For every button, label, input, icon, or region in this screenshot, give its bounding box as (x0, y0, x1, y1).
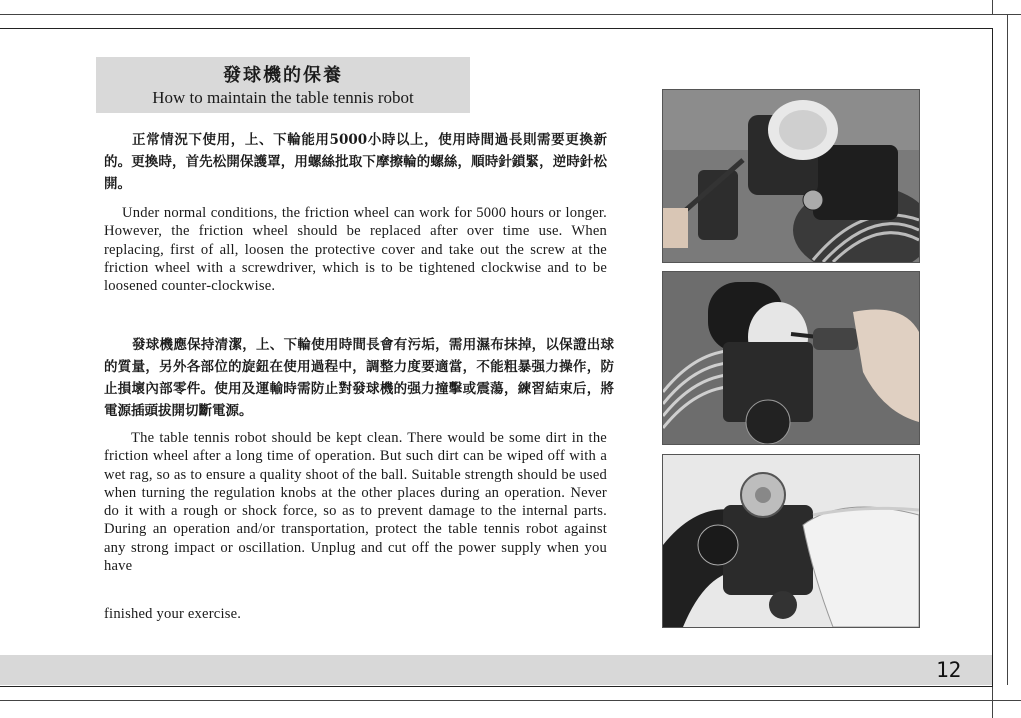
paragraph-en-2: The table tennis robot should be kept clean. There would be some dirt in the friction wheel after a long time of operation. But such dirt can be wiped off with a wet rag, so as to ensure a quality shoot of the ball. Suitable strength should be used when turning the regulation knobs at the other places during an operation. Never do it with a rough or shock force, so as to prevent damage to the internal parts. During an operation and/or transportation, protect the table tennis robot against any strong impact or oscillation. Unplug and cut off the power supply when you have (104, 430, 607, 575)
title-chinese: 發球機的保養 (223, 65, 343, 86)
friction-wheel-illustration (663, 272, 919, 444)
footer-band (0, 655, 992, 685)
paragraph-en-2-last-line: finished your exercise. (104, 606, 242, 622)
photo-remove-screw (662, 271, 920, 445)
photo-clean-wheel (662, 454, 920, 628)
title-english: How to maintain the table tennis robot (152, 88, 414, 107)
crop-mark-top-right (992, 0, 993, 14)
crop-mark-bottom-right (992, 685, 993, 718)
paragraph-cn-1: 正常情況下使用，上、下輪能用5000小時以上，使用時間過長則需要更換新的。更換時，首先松開保護罩，用螺絲批取下摩擦輪的螺絲，順時針鎖緊，逆時針松開。 (104, 132, 607, 192)
crop-mark-bottom (0, 700, 1021, 701)
cleaning-illustration (663, 455, 919, 627)
robot-cover-illustration (663, 90, 919, 262)
crop-mark-top (0, 14, 992, 15)
paragraph-cn-2: 發球機應保持清潔，上、下輪使用時間長會有污垢，需用濕布抹掉，以保證出球的質量，另外各部位的旋鈕在使用過程中，調整力度要適當，不能粗暴强力操作，防止損壞內部零件。使用及運輸時需防止對發球機的强力撞擊或震蕩，練習結束后，將電源插頭拔開切斷電源。 (104, 337, 614, 419)
photo-loosen-cover (662, 89, 920, 263)
title-box (96, 57, 470, 113)
paragraph-en-1: Under normal conditions, the friction wheel can work for 5000 hours or longer. However, the friction wheel should be replaced after over time use. When replacing, first of all, loosen the protective cover and take out the screw at the friction wheel with a screwdriver, which is to be tightened clockwise and to be loosened counter-clockwise. (104, 205, 607, 295)
crop-mark-right (1007, 14, 1008, 685)
page-number: 12 (936, 658, 962, 682)
